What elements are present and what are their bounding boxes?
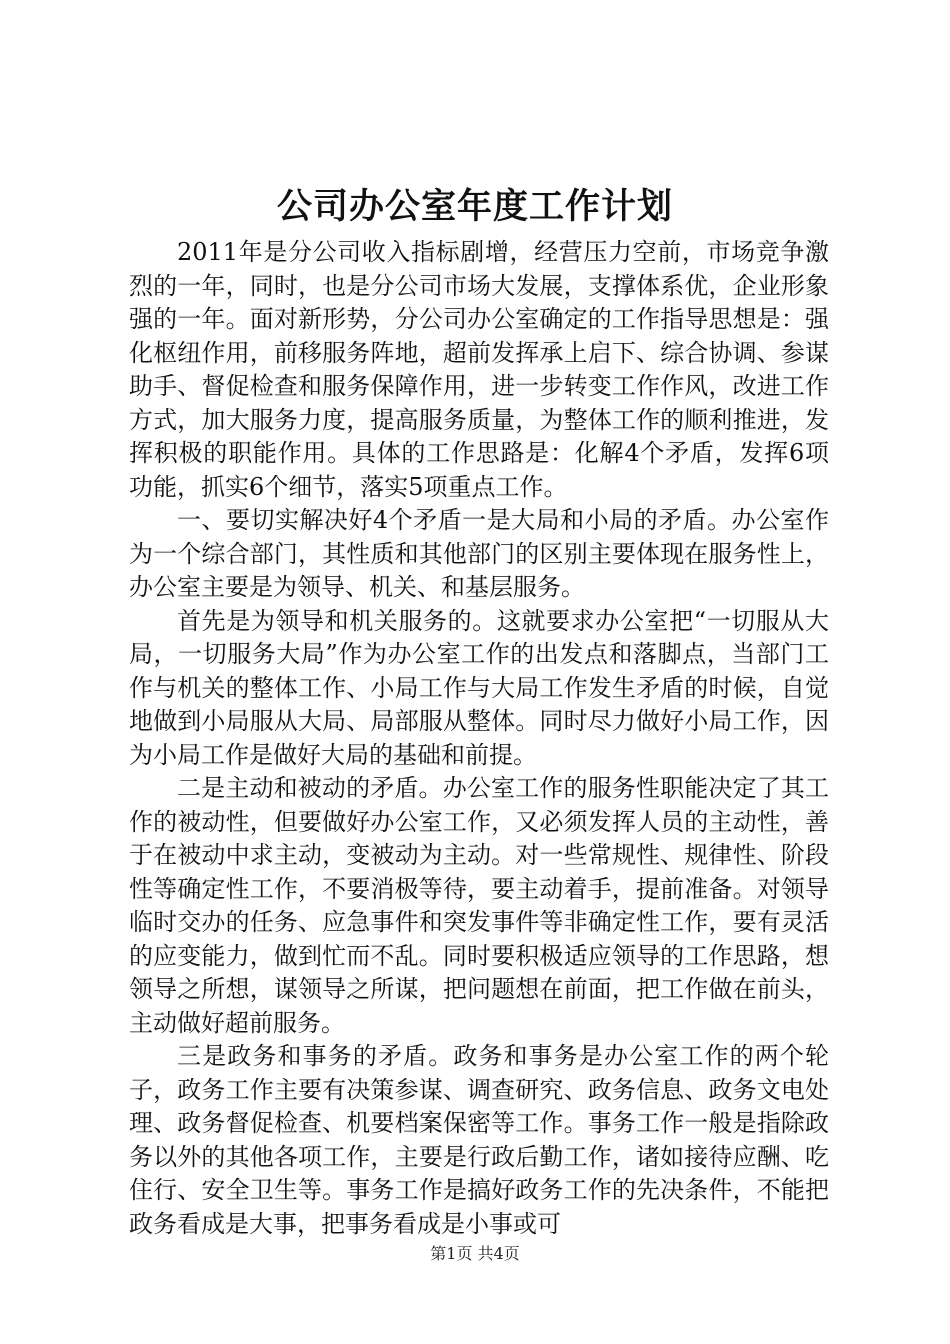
document-body	[129, 236, 829, 1241]
paragraph-serve-leadership: 首先是为领导和机关服务的。这就要求办公室把“一切服从大局，一切服务大局”作为办公室工作的出发点和落脚点，当部门工作与机关的整体工作、小局工作与大局工作发生矛盾的时候，自觉地做到小局服从大局、局部服从整体。同时尽力做好小局工作，因为小局工作是做好大局的基础和前提。	[129, 606, 829, 769]
paragraph-intro: 2011年是分公司收入指标剧增，经营压力空前，市场竞争激烈的一年，同时，也是分公司市场大发展，支撑体系优，企业形象强的一年。面对新形势，分公司办公室确定的工作指导思想是：强化枢纽作用，前移服务阵地，超前发挥承上启下、综合协调、参谋助手、督促检查和服务保障作用，进一步转变工作作风，改进工作方式，加大服务力度，提高服务质量，为整体工作的顺利推进，发挥积极的职能作用。具体的工作思路是：化解4个矛盾，发挥6项功能，抓实6个细节，落实5项重点工作。	[129, 238, 829, 501]
paragraph-contradiction-1: 一、要切实解决好4个矛盾一是大局和小局的矛盾。办公室作为一个综合部门，其性质和其他部门的区别主要体现在服务性上，办公室主要是为领导、机关、和基层服务。	[129, 506, 829, 601]
page-footer: 第1页 共4页	[430, 1244, 520, 1263]
paragraph-contradiction-3: 三是政务和事务的矛盾。政务和事务是办公室工作的两个轮子，政务工作主要有决策参谋、调查研究、政务信息、政务文电处理、政务督促检查、机要档案保密等工作。事务工作一般是指除政务以外的其他各项工作，主要是行政后勤工作，诸如接待应酬、吃住行、安全卫生等。事务工作是搞好政务工作的先决条件，不能把政务看成是大事，把事务看成是小事或可	[129, 1042, 829, 1238]
paragraph-contradiction-2: 二是主动和被动的矛盾。办公室工作的服务性职能决定了其工作的被动性，但要做好办公室工作，又必须发挥人员的主动性，善于在被动中求主动，变被动为主动。对一些常规性、规律性、阶段性等确定性工作，不要消极等待，要主动着手，提前准备。对领导临时交办的任务、应急事件和突发事件等非确定性工作，要有灵活的应变能力，做到忙而不乱。同时要积极适应领导的工作思路，想领导之所想，谋领导之所谋，把问题想在前面，把工作做在前头，主动做好超前服务。	[129, 774, 829, 1037]
document-title: 公司办公室年度工作计划	[276, 186, 673, 227]
